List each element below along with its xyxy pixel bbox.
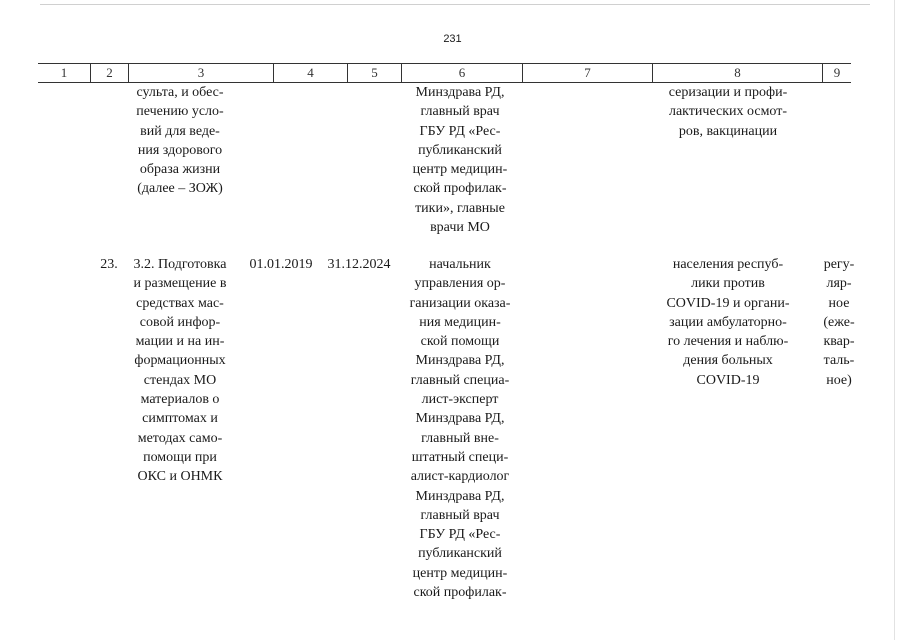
header-col-1: 1 <box>60 65 68 80</box>
row-23-start-date: 01.01.2019 <box>249 257 313 272</box>
table-header-row <box>38 63 851 83</box>
header-col-6: 6 <box>401 64 522 82</box>
row-23-col9 <box>814 255 864 390</box>
row-23-number: 23. <box>100 257 118 272</box>
page-number: 231 <box>443 33 462 45</box>
continued-row-col8 <box>648 83 808 141</box>
row-23-col8-text: населения респуб- лики против COVID-19 и органи- зации амбулаторно- го лечения и наблю- дения больных COVID-19 <box>666 257 790 388</box>
row-23-col8 <box>648 255 808 390</box>
row-23-end-date: 31.12.2024 <box>327 257 391 272</box>
header-col-8: 8 <box>652 64 822 82</box>
header-col-2: 2 <box>90 64 128 82</box>
row-23-col6-text: начальник управления ор- ганизации оказа- ния медицин- ской помощи Минздрава РД, главный специа- лист-эксперт Минздрава РД, главный вне- штатный специ- алист-кардиолог Минздрава РД, главный врач ГБУ РД «Рес- публиканский центр медицин- ской профилак- <box>409 257 511 601</box>
row-23-col3-text: 3.2. Подготовка и размещение в средствах мас- совой инфор- мации и на ин- формационных стендах МО материалов о симптомах и методах само- помощи при ОКС и ОНМК <box>133 257 227 485</box>
continued-row-col6 <box>398 83 522 237</box>
row-23-col3 <box>122 255 238 487</box>
row-23-col6 <box>398 255 522 602</box>
continued-row-col3-text: сульта, и обес- печению усло- вий для веде- ния здорового образа жизни (далее – ЗОЖ) <box>136 85 224 197</box>
header-col-3: 3 <box>128 64 273 82</box>
header-col-7: 7 <box>522 64 652 82</box>
row-23-col9-text: регу- ляр- ное (еже- квар- таль- ное) <box>823 257 855 388</box>
header-col-5: 5 <box>347 64 401 82</box>
header-col-9: 9 <box>822 64 851 82</box>
continued-row-col8-text: серизации и профи- лактических осмот- ров, вакцинации <box>668 85 788 139</box>
scan-top-edge <box>40 4 870 5</box>
header-col-4: 4 <box>273 64 347 82</box>
continued-row-col6-text: Минздрава РД, главный врач ГБУ РД «Рес- публиканский центр медицин- ской профилак- тики», главные врачи МО <box>412 85 508 236</box>
continued-row-col3 <box>122 83 238 199</box>
scan-right-edge <box>894 0 895 640</box>
